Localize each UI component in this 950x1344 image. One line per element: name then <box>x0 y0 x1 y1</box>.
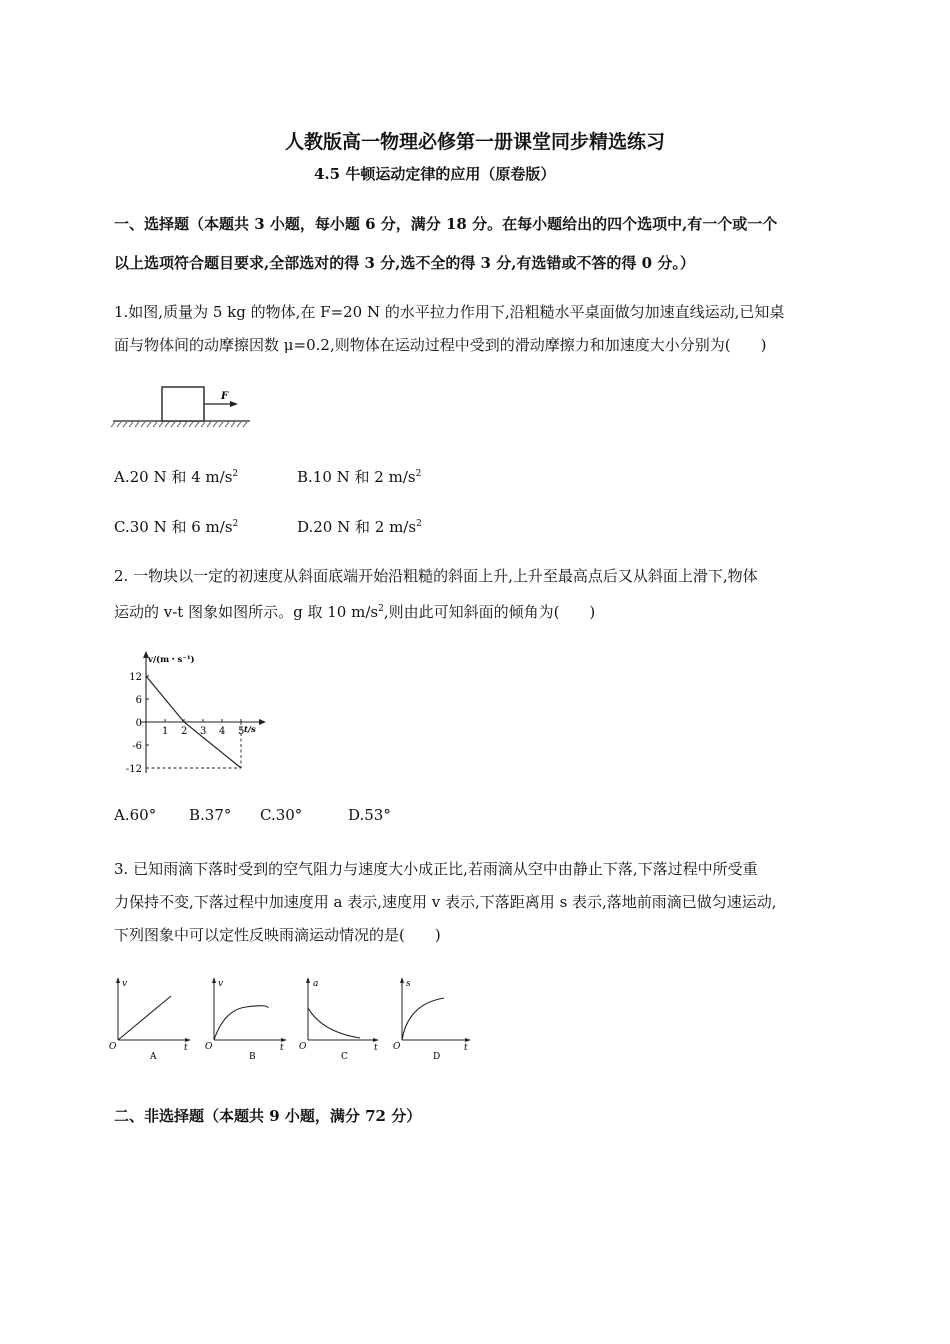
question-1-line-1: 1.如图,质量为 5 kg 的物体,在 F=20 N 的水平拉力作用下,沿粗糙水平桌面做匀加速直线运动,已知桌 <box>114 303 785 321</box>
graph-c-x-label: t <box>374 1043 378 1053</box>
force-label: F <box>221 391 229 402</box>
graph-d-y-label: s <box>406 979 411 989</box>
graph-a-curve <box>118 996 171 1040</box>
question-1-option-c: C.30 N 和 6 $m/s^2$ <box>114 518 239 536</box>
graph-d-curve <box>402 998 444 1040</box>
document-title: 人教版高一物理必修第一册课堂同步精选练习 <box>284 131 665 153</box>
graph-c <box>299 977 379 1062</box>
block <box>162 387 204 421</box>
vt-x-tick-label: 1 <box>162 726 169 737</box>
graph-b-origin: O <box>205 1042 213 1052</box>
graph-b-x-label: t <box>280 1043 284 1053</box>
graph-c-y-label: a <box>313 979 319 989</box>
vt-x-tick-label: 3 <box>200 726 207 737</box>
question-1-option-a: A.20 N 和 4 $m/s^2$ <box>114 468 239 486</box>
graph-d-x-label: t <box>464 1043 468 1053</box>
graph-d-caption: D <box>433 1052 441 1062</box>
vt-x-axis-label: t/s <box>244 725 256 735</box>
question-1-line-2: 面与物体间的动摩擦因数 μ=0.2,则物体在运动过程中受到的滑动摩擦力和加速度大小分别为( ) <box>114 336 767 354</box>
vt-y-axis-label: v/(m・s⁻¹) <box>148 655 195 665</box>
question-2-option-d: D.53° <box>348 806 391 824</box>
vt-chart <box>112 648 272 776</box>
vt-y-tick-label: 0 <box>135 718 142 729</box>
graph-a-caption: A <box>150 1052 157 1062</box>
ground-hatching <box>111 422 247 427</box>
graph-c-caption: C <box>341 1052 348 1062</box>
question-2-option-c: C.30° <box>260 806 303 824</box>
graph-c-origin: O <box>299 1042 307 1052</box>
question-2-line-1: 2. 一物块以一定的初速度从斜面底端开始沿粗糙的斜面上升,上升至最高点后又从斜面上滑下,物体 <box>114 567 758 585</box>
vt-x-tick-label: 2 <box>181 726 188 737</box>
question-3-graphs <box>108 972 478 1062</box>
graph-b-curve <box>214 1006 268 1040</box>
question-3-line-3: 下列图象中可以定性反映雨滴运动情况的是( ) <box>114 926 441 944</box>
section-1-heading-line-2: 以上选项符合题目要求,全部选对的得 3 分,选不全的得 3 分,有选错或不答的得 0 分。） <box>114 254 695 272</box>
vt-x-tick-label: 5 <box>238 726 245 737</box>
force-arrow-head <box>230 401 238 407</box>
document-subtitle: 4.5 牛顿运动定律的应用（原卷版） <box>314 165 556 183</box>
question-2-option-a: A.60° <box>114 806 157 824</box>
graph-a <box>109 977 191 1062</box>
graph-a-origin: O <box>109 1042 117 1052</box>
question-1-option-b: B.10 N 和 2 $m/s^2$ <box>297 468 422 486</box>
question-1-option-d: D.20 N 和 2 $m/s^2$ <box>297 518 422 536</box>
graph-a-x-label: t <box>184 1043 188 1053</box>
vt-y-tick-label: 6 <box>135 695 142 706</box>
vt-x-tick-label: 4 <box>219 726 226 737</box>
graph-a-y-label: v <box>122 979 128 989</box>
question-3-line-2: 力保持不变,下落过程中加速度用 a 表示,速度用 v 表示,下落距离用 s 表示,落地前雨滴已做匀速运动, <box>114 893 777 911</box>
question-3-text <box>114 853 844 952</box>
section-1-heading-line-1: 一、选择题（本题共 3 小题，每小题 6 分，满分 18 分。在每小题给出的四个选项中,有一个或一个 <box>114 215 778 233</box>
question-2-option-b: B.37° <box>189 806 232 824</box>
graph-d-origin: O <box>393 1042 401 1052</box>
question-1-figure <box>110 382 255 430</box>
question-1-text <box>114 296 844 362</box>
question-2-text <box>114 560 844 629</box>
vt-y-tick-label: -6 <box>132 741 142 752</box>
graph-b-caption: B <box>249 1052 256 1062</box>
vt-y-tick-label: -12 <box>125 764 142 775</box>
graph-c-curve <box>308 1008 360 1038</box>
graph-d <box>393 977 471 1062</box>
question-2-line-2: 运动的 v-t 图象如图所示。g 取 10 $m/s^2$,则由此可知斜面的倾角为( ) <box>114 603 596 621</box>
graph-b <box>205 977 287 1062</box>
section-1-heading <box>114 207 844 280</box>
vt-y-tick-label: 12 <box>129 672 142 683</box>
vt-x-arrow <box>259 719 266 725</box>
question-3-line-1: 3. 已知雨滴下落时受到的空气阻力与速度大小成正比,若雨滴从空中由静止下落,下落过程中所受重 <box>114 860 758 878</box>
section-2-heading: 二、非选择题（本题共 9 小题，满分 72 分） <box>114 1107 422 1125</box>
graph-b-y-label: v <box>218 979 224 989</box>
